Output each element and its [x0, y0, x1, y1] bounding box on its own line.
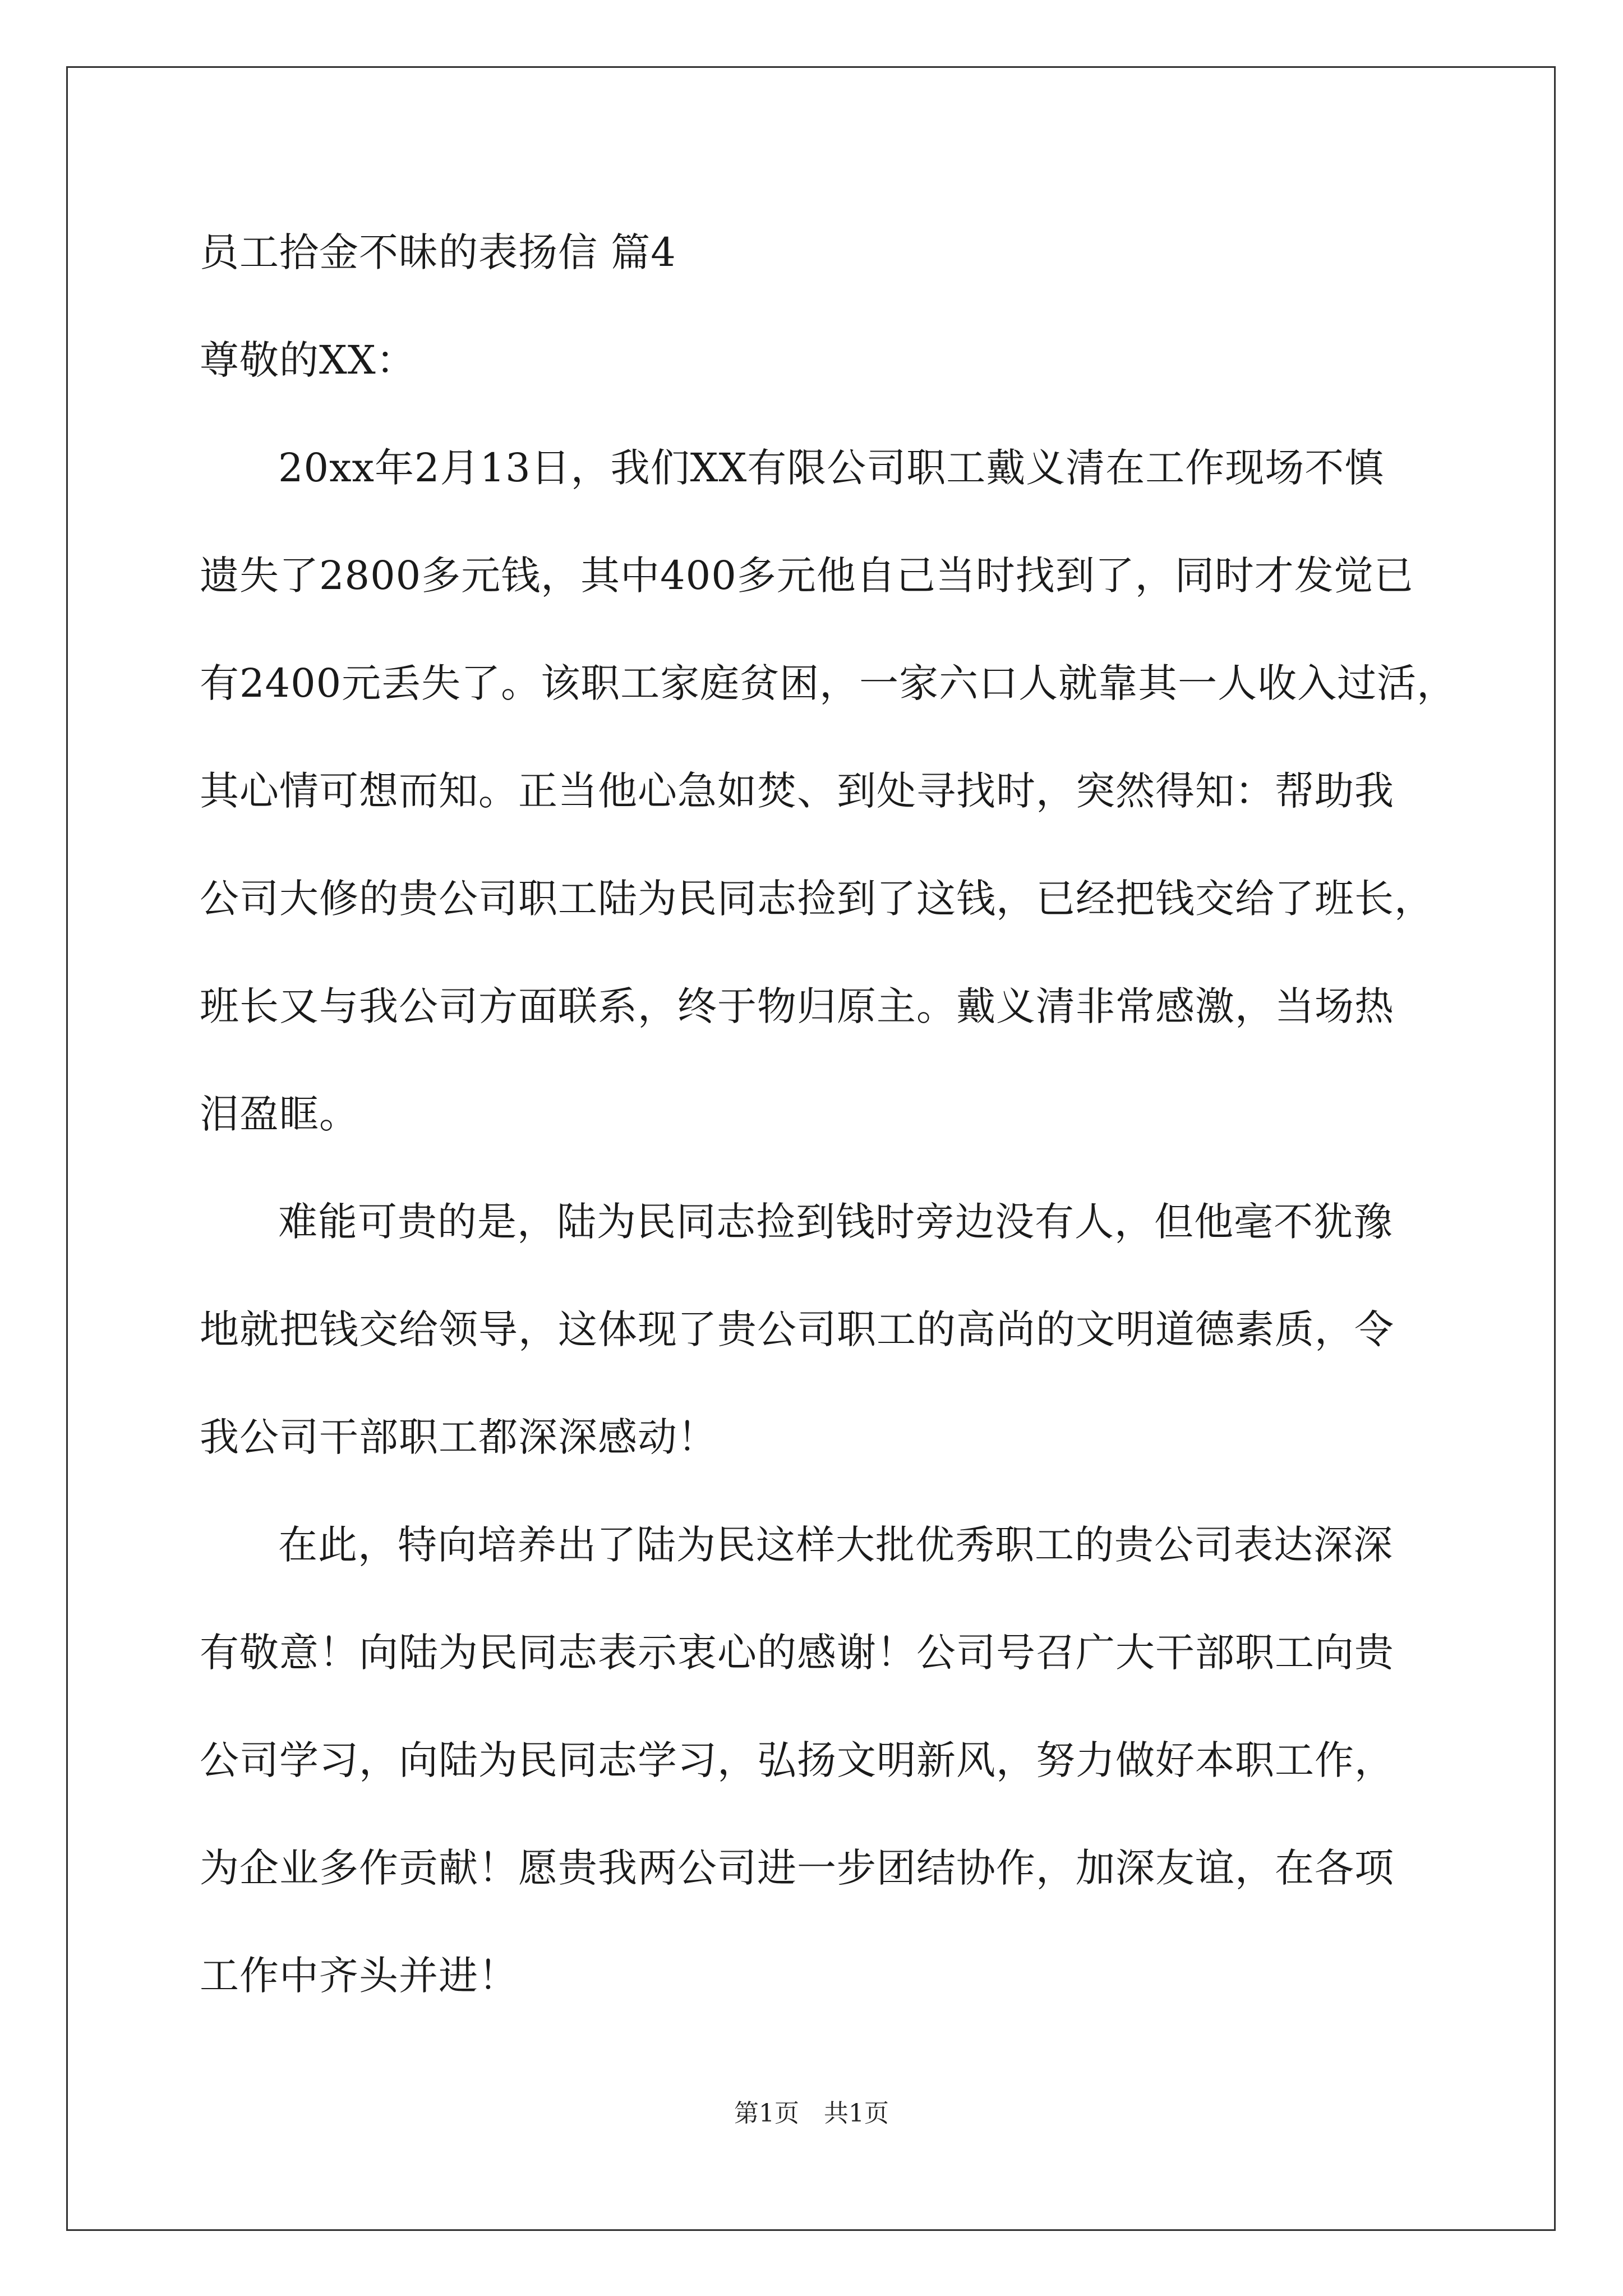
page-number-footer: 第1页 共1页 — [734, 2099, 889, 2128]
paragraph-line: 我公司干部职工都深深感动！ — [200, 1414, 717, 1460]
paragraph-line: 工作中齐头并进！ — [200, 1953, 518, 1999]
paragraph-line: 有敬意！向陆为民同志表示衷心的感谢！公司号召广大干部职工向贵 — [200, 1630, 1394, 1676]
paragraph-line: 遗失了2800多元钱，其中400多元他自己当时找到了，同时才发觉已 — [200, 553, 1414, 599]
paragraph-line: 班长又与我公司方面联系，终于物归原主。戴义清非常感激，当场热 — [200, 983, 1394, 1029]
salutation: 尊敬的XX： — [200, 337, 416, 383]
paragraph-line: 20xx年2月13日，我们XX有限公司职工戴义清在工作现场不慎 — [278, 445, 1385, 491]
paragraph-line: 其心情可想而知。正当他心急如焚、到处寻找时，突然得知：帮助我 — [200, 768, 1394, 814]
paragraph-3 — [200, 1517, 1456, 2004]
paragraph-1 — [200, 440, 1456, 1142]
document-body — [200, 224, 1456, 2055]
paragraph-line: 公司学习，向陆为民同志学习，弘扬文明新风，努力做好本职工作， — [200, 1737, 1394, 1783]
document-title: 员工拾金不昧的表扬信 篇4 — [200, 229, 676, 275]
paragraph-line: 在此，特向培养出了陆为民这样大批优秀职工的贵公司表达深深 — [278, 1522, 1393, 1568]
paragraph-line: 为企业多作贡献！愿贵我两公司进一步团结协作，加深友谊，在各项 — [200, 1845, 1394, 1891]
paragraph-2 — [200, 1194, 1456, 1465]
paragraph-line: 地就把钱交给领导，这体现了贵公司职工的高尚的文明道德素质，令 — [200, 1306, 1394, 1352]
paragraph-line: 有2400元丢失了。该职工家庭贫困，一家六口人就靠其一人收入过活， — [200, 660, 1457, 706]
paragraph-line: 公司大修的贵公司职工陆为民同志捡到了这钱，已经把钱交给了班长， — [200, 876, 1434, 922]
paragraph-line: 难能可贵的是，陆为民同志捡到钱时旁边没有人，但他毫不犹豫 — [278, 1199, 1393, 1245]
paragraph-line: 泪盈眶。 — [200, 1091, 359, 1137]
